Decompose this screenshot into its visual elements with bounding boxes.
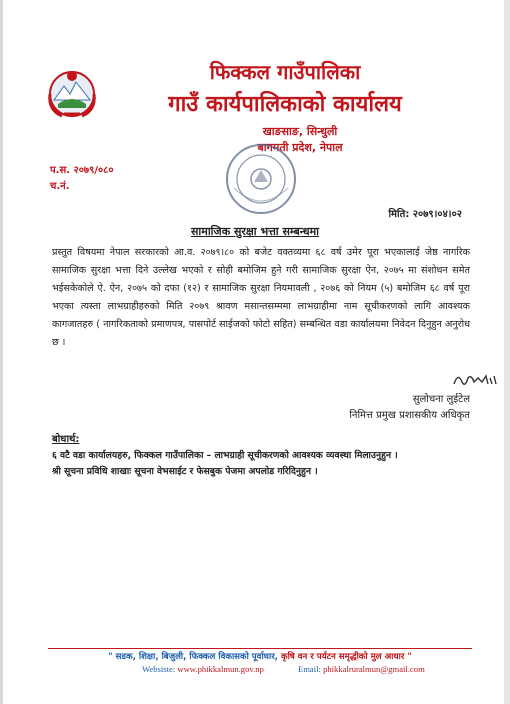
letter-body: प्रस्तुत विषयमा नेपाल सरकारको आ.व. २०७९।८० को बजेट वक्तव्यमा ६८ वर्ष उमेर पूरा भएकालाई जेष्ठ नागरिक सामाजिक सुरक्षा भत्ता दिने उल्लेख भएको र सोही बमोजिम हुने गरी सामाजिक सुरक्षा ऐन, २०७५ मा संशोधन समेत भईसकेकोले ऐ. ऐन, २०७५ को दफा (१२) र सामाजिक सुरक्षा नियमावली , २०७६ को नियम (५) बमोजिम ६८ वर्ष पूरा भएका त्यस्ता लाभग्राहीहरुको मिति २०७९ श्रावण मसान्तसम्ममा लाभग्राहीमा नाम सूचीकरणको लागि आवश्यक कागजातहरु ( नागरिकताको प्रमाणपत्र, पासपोर्ट साईजको फोटो सहित) सम्बन्धित वडा कार्यालयमा निवेदन दिनुहुन अनुरोध छ । xyxy=(52,247,470,348)
letter-number: प.स. २०७९/०८० xyxy=(50,165,114,176)
bodhartha-line: ६ वटै वडा कार्यालयहरु, फिक्कल गाउँपालिका – लाभग्राही सूचीकरणको आवश्यक व्यवस्था मिलाउनुहुन । xyxy=(52,450,398,461)
municipality-name: फिक्कल गाउँपालिका xyxy=(209,60,361,84)
address-line-2: बागमती प्रदेश, नेपाल xyxy=(257,141,343,154)
signatory-name: सुलोचना लुईटेल xyxy=(412,394,470,405)
footer-divider xyxy=(48,648,472,649)
dispatch-number: च.नं. xyxy=(50,181,70,192)
address-line-1: खाङसाङ, सिन्धुली xyxy=(262,125,338,138)
email-label: Email: xyxy=(298,664,324,674)
government-emblem-icon xyxy=(44,64,100,120)
footer-website xyxy=(142,664,264,674)
letter-subject: सामाजिक सुरक्षा भत्ता सम्बन्धमा xyxy=(190,225,320,238)
bodhartha-heading: बोधार्थ: xyxy=(52,434,80,445)
footer-email xyxy=(298,664,425,674)
bodhartha-line: श्री सूचना प्रविधि शाखाः सूचना वेभसाईट र फेसबुक पेजमा अपलोड गरिदिनुहुन । xyxy=(52,466,318,477)
website-label: Websiste: xyxy=(142,664,178,674)
footer-tagline-part2: कृषि वन र पर्यटन समृद्धीको मुल आधार " xyxy=(280,652,412,662)
footer-tagline-part1: " सडक, शिक्षा, बिजुली, फिक्कल विकासको पूर्वाधार, xyxy=(108,652,281,662)
email-link[interactable]: phikkalruralmun@gmail.com xyxy=(323,664,425,674)
office-name: गाउँ कार्यपालिकाको कार्यालय xyxy=(168,92,402,117)
signature-icon xyxy=(452,370,498,390)
page-edge-left xyxy=(0,0,3,704)
footer-tagline xyxy=(48,650,472,662)
website-link[interactable]: www.phikkalmun.gov.np xyxy=(177,664,264,674)
office-seal-icon xyxy=(224,142,298,216)
page-edge-right xyxy=(504,0,510,704)
letter-date: मिति: २०७९।०४।०२ xyxy=(388,209,462,220)
signatory-title: निमित्त प्रमुख प्रशासकीय अधिकृत xyxy=(349,410,470,421)
